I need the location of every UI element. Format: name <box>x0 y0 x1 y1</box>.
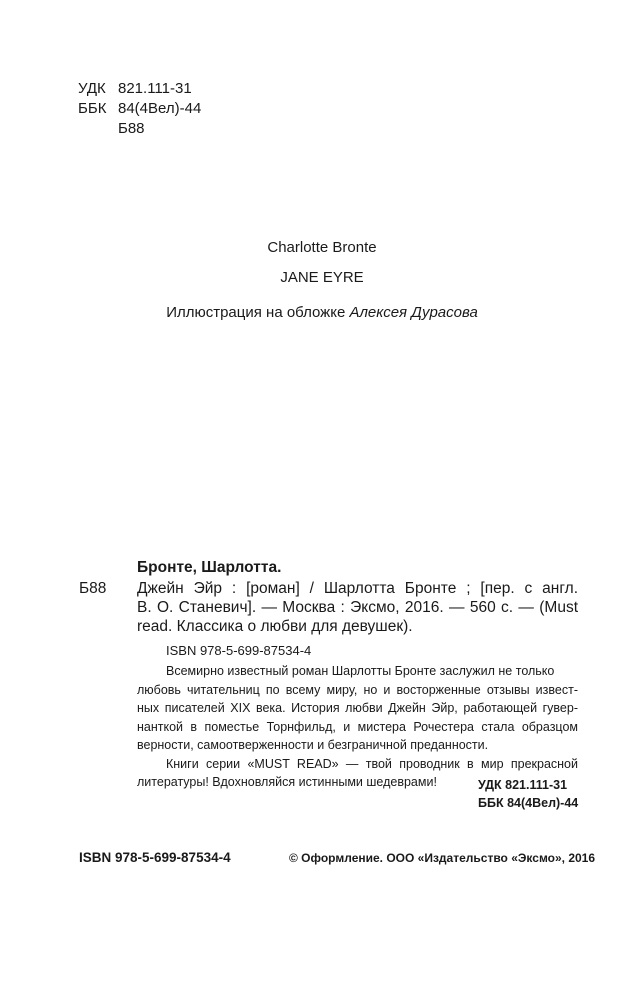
udk-label: УДК <box>78 80 106 97</box>
author-code: Б88 <box>118 120 145 137</box>
udk-line <box>78 79 192 99</box>
original-author: Charlotte Bronte <box>267 239 377 256</box>
illustration-prefix: Иллюстрация на обложке <box>166 304 346 321</box>
annotation-bbk: ББК 84(4Вел)-44 <box>478 796 579 810</box>
annotation-line-3: ных писателей XIX века. История любви Джейн Эйр, работающей гувер- <box>137 701 578 715</box>
bbk-value: 84(4Вел)-44 <box>118 100 202 117</box>
footer-isbn: ISBN 978-5-699-87534-4 <box>79 850 231 865</box>
bibliographic-code: Б88 <box>79 580 107 597</box>
bibliographic-isbn: ISBN 978-5-699-87534-4 <box>166 643 312 658</box>
annotation-line-5: верности, самоотверженности и безграничной преданности. <box>137 738 489 752</box>
bibliographic-line-3: read. Классика о любви для девушек). <box>137 618 413 635</box>
annotation-line-4: нанткой в поместье Торнфильд, и мистера Рочестера стала образцом <box>137 720 578 734</box>
udk-value: 821.111-31 <box>118 80 192 97</box>
annotation-udk: УДК 821.111-31 <box>478 778 568 792</box>
footer-copyright: © Оформление. ООО «Издательство «Эксмо», 2016 <box>289 851 596 865</box>
illustration-artist: Алексея Дурасова <box>349 304 478 321</box>
bbk-label: ББК <box>78 100 107 117</box>
bibliographic-line-1: Джейн Эйр : [роман] / Шарлотта Бронте ; [пер. с англ. <box>137 580 578 597</box>
annotation-line-7: литературы! Вдохновляйся истинными шедеврами! <box>137 775 437 789</box>
illustration-credit <box>0 304 644 321</box>
annotation-line-2: любовь читательниц по всему миру, но и восторженные отзывы извест- <box>137 683 578 697</box>
bibliographic-heading: Бронте, Шарлотта. <box>137 559 282 576</box>
bbk-line <box>78 99 201 119</box>
bibliographic-line-2: В. О. Станевич]. — Москва : Эксмо, 2016. — 560 с. — (Must <box>137 599 578 616</box>
annotation-line-1: Всемирно известный роман Шарлотты Бронте заслужил не только <box>166 664 555 678</box>
annotation-line-6: Книги серии «MUST READ» — твой проводник в мир прекрасной <box>166 757 578 771</box>
original-title: JANE EYRE <box>280 269 364 286</box>
